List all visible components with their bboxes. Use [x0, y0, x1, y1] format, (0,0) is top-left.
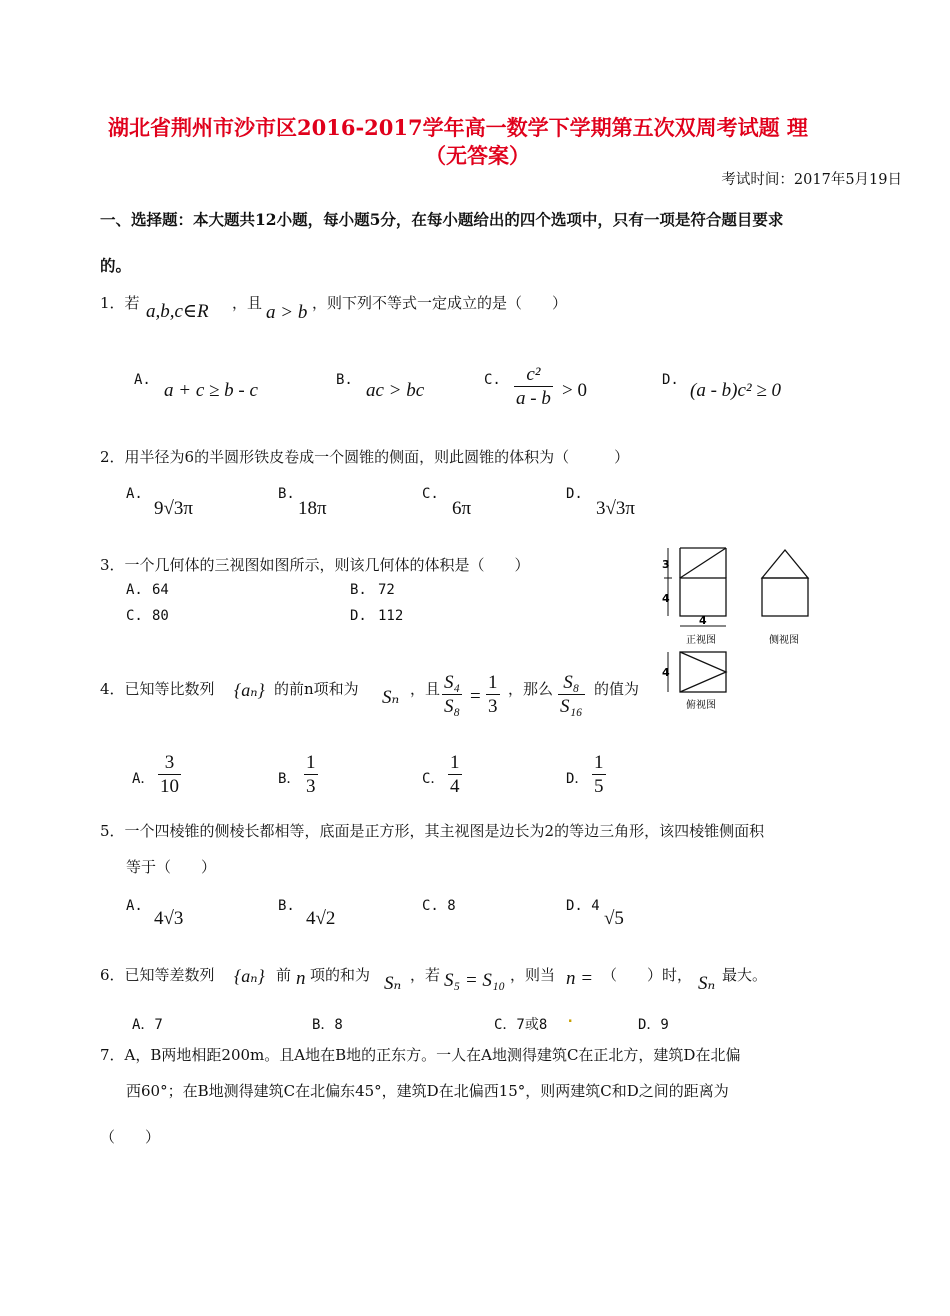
q6-sn2: Sₙ	[698, 973, 716, 994]
q4-option-c-label: C．	[422, 771, 445, 787]
q3-option-a-label: A.	[126, 582, 143, 598]
q4-option-c	[448, 752, 462, 799]
front-view	[664, 548, 726, 626]
q4-option-d-num: 1	[594, 752, 604, 773]
q5-line1: 5．一个四棱锥的侧棱长都相等，底面是正方形，其主视图是边长为2的等边三角形，该四棱锥侧面积	[100, 822, 765, 840]
q4-frac3	[558, 672, 585, 719]
q4-option-a-den: 10	[160, 776, 179, 797]
q1-option-c-fraction	[514, 364, 553, 411]
q2-option-b: 18π	[298, 498, 327, 519]
q6-seq: {aₙ}	[234, 966, 265, 986]
doc-title-line2: （无答案）	[425, 143, 530, 168]
q6-stray-dot: .	[566, 1010, 575, 1026]
q6-option-c: C．7或8	[494, 1017, 548, 1033]
q3-text: 3．一个几何体的三视图如图所示，则该几何体的体积是（ ）	[100, 556, 530, 574]
q4-sn: Sₙ	[382, 687, 400, 708]
q5-option-a: 4√3	[154, 908, 184, 929]
q2-option-d: 3√3π	[596, 498, 636, 519]
dim-bottom-label: 4	[662, 592, 670, 605]
q1-option-a-label: A.	[134, 372, 151, 388]
section-heading-cont: 的。	[100, 256, 132, 275]
q6-n-eq: n =	[566, 968, 594, 989]
q4-frac3-den: S₁₆	[560, 696, 583, 717]
top-view-label: 俯视图	[686, 700, 716, 711]
q7-line2: 西60°；在B地测得建筑C在北偏东45°，建筑D在北偏西15°，则两建筑C和D之间的距离为	[126, 1082, 729, 1100]
front-view-label: 正视图	[686, 635, 716, 646]
q2-option-d-label: D.	[566, 486, 583, 502]
q1-cond1: a,b,c∈R	[146, 301, 209, 322]
q6-option-b: B．8	[312, 1017, 343, 1033]
q2-option-a-label: A.	[126, 486, 143, 502]
q6-n: n	[296, 968, 306, 989]
q3-option-c-label: C.	[126, 608, 143, 624]
q2-option-b-label: B.	[278, 486, 295, 502]
q4-mid: 的前n项和为	[274, 680, 359, 698]
q4-eq: =	[470, 686, 481, 707]
q3-option-b: 72	[378, 582, 395, 598]
exam-time: 考试时间：2017年5月19日	[721, 172, 902, 188]
top-view	[668, 652, 726, 692]
q1-mid: ，且	[232, 294, 263, 312]
q1-option-b-label: B.	[336, 372, 353, 388]
q6-when: ，则当	[510, 966, 556, 984]
q1-option-c-den: a - b	[516, 388, 551, 409]
side-view	[762, 550, 808, 616]
q6-mid2: 项的和为	[310, 966, 371, 984]
q4-option-d-label: D．	[566, 771, 589, 787]
q4-num: 4．已知等比数列	[100, 680, 215, 698]
q4-option-b	[304, 752, 318, 799]
q6-num: 6．已知等差数列	[100, 966, 215, 984]
q4-frac1-num: S₄	[444, 672, 461, 693]
q5-option-c: C. 8	[422, 898, 456, 914]
q4-option-a-num: 3	[164, 752, 175, 773]
q4-option-d-den: 5	[594, 776, 604, 797]
q1-option-a: a + c ≥ b - c	[164, 380, 258, 401]
q1-option-c-tail: > 0	[562, 380, 587, 401]
dim-width-label: 4	[699, 614, 707, 627]
q1-tail: ，则下列不等式一定成立的是（ ）	[312, 294, 568, 312]
q3-option-d-label: D.	[350, 608, 367, 624]
q1-option-c-label: C.	[484, 372, 501, 388]
q3-option-d: 112	[378, 608, 404, 624]
q1-option-c-num: c²	[526, 364, 541, 385]
q4-and: ，且	[410, 680, 441, 698]
q4-frac1	[442, 672, 462, 719]
q7-line1: 7．A，B两地相距200m。且A地在B地的正东方。一人在A地测得建筑C在正北方，建筑D在北偏	[100, 1046, 741, 1064]
dim-top-label: 3	[662, 558, 670, 571]
q1-cond2: a > b	[266, 302, 308, 323]
q4-frac2	[486, 672, 500, 719]
q4-then: ，那么	[508, 680, 554, 698]
doc-title-line1: 湖北省荆州市沙市区2016-2017学年高一数学下学期第五次双周考试题 理	[108, 115, 808, 140]
q4-option-a	[158, 752, 181, 799]
q6-option-d: D．9	[638, 1017, 669, 1033]
top-view-dim-label: 4	[662, 666, 670, 679]
q4-frac2-den: 3	[488, 696, 498, 717]
q6-sn: Sₙ	[384, 973, 402, 994]
q2-option-c: 6π	[452, 498, 472, 519]
three-view-figure	[652, 544, 822, 714]
q1-num: 1．若	[100, 294, 140, 312]
side-view-label: 侧视图	[769, 635, 799, 646]
q4-frac2-num: 1	[488, 672, 498, 693]
q3-option-a: 64	[152, 582, 169, 598]
q4-frac1-den: S₈	[444, 696, 461, 717]
q1-option-d-label: D.	[662, 372, 679, 388]
q2-option-c-label: C.	[422, 486, 439, 502]
q4-seq: {aₙ}	[234, 680, 265, 700]
q1-option-b: ac > bc	[366, 380, 425, 401]
q4-option-b-label: B．	[278, 771, 301, 787]
q1-option-d: (a - b)c² ≥ 0	[690, 380, 782, 401]
q5-option-d: √5	[604, 908, 624, 929]
q6-blank: （ ）时，	[602, 966, 693, 984]
q5-option-d-label: D. 4	[566, 898, 600, 914]
q3-option-c: 80	[152, 608, 169, 624]
q6-mid: 前	[276, 966, 292, 984]
q2-text: 2．用半径为6的半圆形铁皮卷成一个圆锥的侧面，则此圆锥的体积为（ ）	[100, 448, 630, 466]
q4-frac3-num: S₈	[563, 672, 580, 693]
q5-option-b: 4√2	[306, 908, 336, 929]
q5-line2: 等于（ ）	[126, 858, 217, 876]
q6-cond: S₅ = S₁₀	[444, 970, 506, 991]
q4-option-b-den: 3	[306, 776, 316, 797]
q4-option-c-num: 1	[450, 752, 460, 773]
q4-option-d	[592, 752, 606, 799]
q5-option-b-label: B.	[278, 898, 295, 914]
q4-option-b-num: 1	[306, 752, 316, 773]
q4-option-a-label: A．	[132, 771, 155, 787]
q4-option-c-den: 4	[450, 776, 460, 797]
q2-option-a: 9√3π	[154, 498, 194, 519]
q4-tail: 的值为	[594, 680, 640, 698]
q6-tail: 最大。	[722, 966, 768, 984]
q7-line3: （ ）	[100, 1128, 161, 1146]
q6-if: ，若	[410, 966, 441, 984]
q3-option-b-label: B.	[350, 582, 367, 598]
q6-option-a: A．7	[132, 1017, 163, 1033]
q5-option-a-label: A.	[126, 898, 143, 914]
section-heading: 一、选择题：本大题共12小题，每小题5分，在每小题给出的四个选项中，只有一项是符合题目要求	[100, 210, 784, 229]
